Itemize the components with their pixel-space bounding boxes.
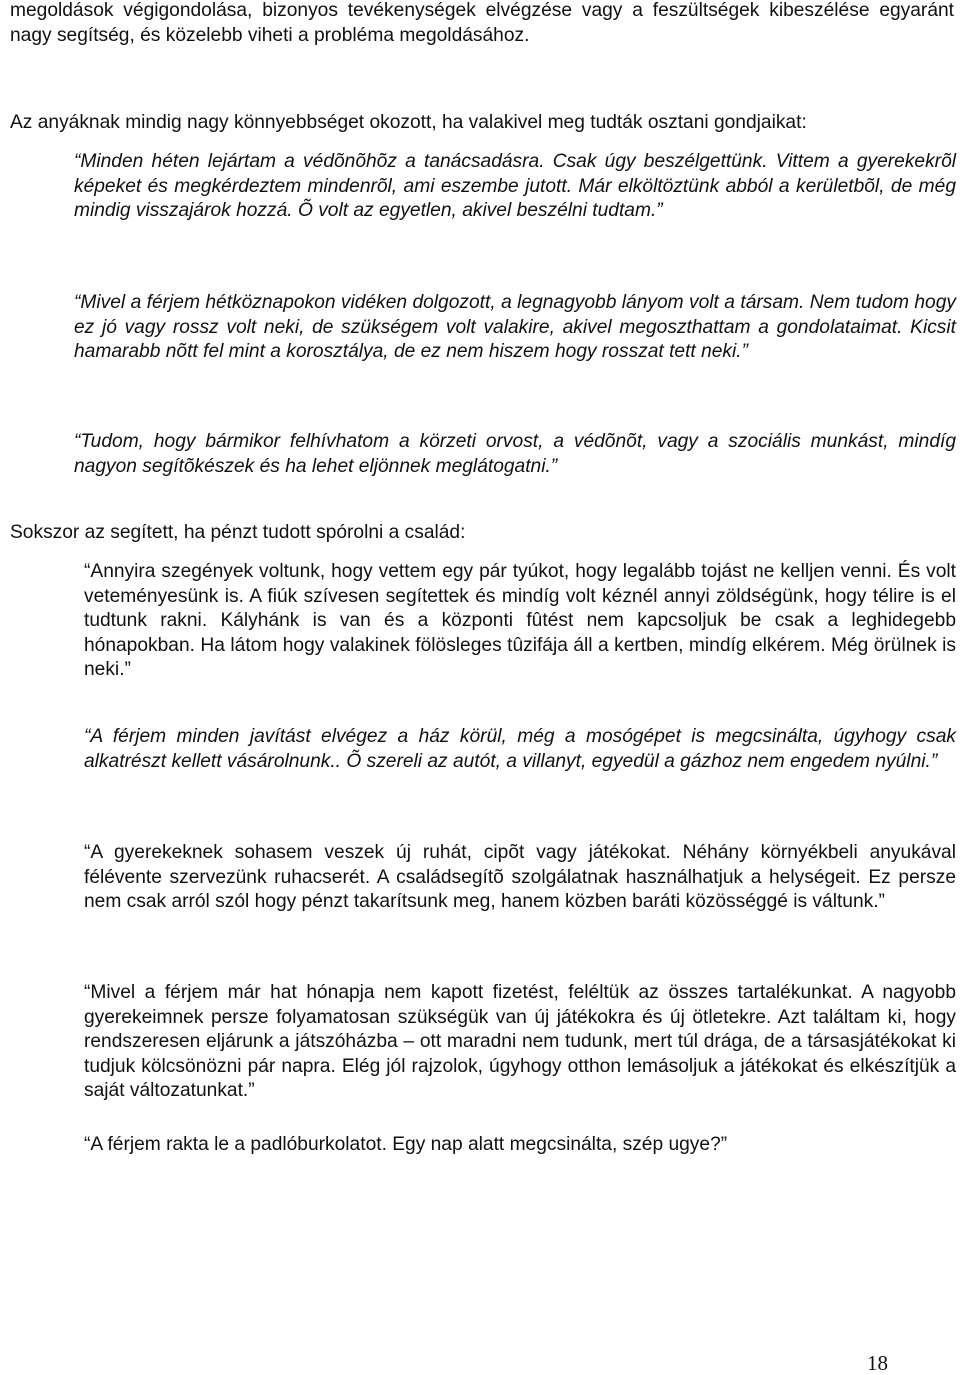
intro-paragraph: megoldások végigondolása, bizonyos tevékenységek elvégzése vagy a feszültségek kibeszélése egyaránt nagy segítség, és közelebb viheti a probléma megoldásához. [10,0,954,46]
mothers-lead-paragraph: Az anyáknak mindig nagy könnyebbséget okozott, ha valakivel meg tudták osztani gondjaikat: [10,112,807,133]
quote-doctor: “Tudom, hogy bármikor felhívhatom a körzeti orvost, a védõnõt, vagy a szociális munkást, mindíg nagyon segítõkészek és ha lehet eljönnek meglátogatni.” [74,431,956,477]
quote-clothes: “A gyerekeknek sohasem veszek új ruhát, cipõt vagy játékokat. Néhány környékbeli anyukával félévente szervezünk ruhacserét. A családsegítõ szolgálatnak használhatjuk a helységeit. Ez persze nem csak arról szól hogy pénzt takarítsunk meg, hanem közben baráti közösséggé is váltunk.” [84,842,956,912]
saving-lead-paragraph: Sokszor az segített, ha pénzt tudott spórolni a család: [10,522,466,543]
quote-chickens: “Annyira szegények voltunk, hogy vettem egy pár tyúkot, hogy legalább tojást ne kelljen venni. És volt veteményesünk is. A fiúk szívesen segítettek és mindíg volt kéznél annyi zöldségünk, hogy télire is el tudtunk rakni. Kályhánk is van és a központi fûtést nem kapcsoljuk be csak a leghidegebb hónapokban. Ha látom hogy valakinek fölösleges tûzifája áll a kertben, mindíg elkérem. Még örülnek is neki.” [84,561,956,680]
page-number: 18 [867,1351,888,1375]
quote-husband-weekdays: “Mivel a férjem hétköznapokon vidéken dolgozott, a legnagyobb lányom volt a társam. Nem tudom hogy ez jó vagy rossz volt neki, de szükségem volt valakire, akivel megoszthattam a gondolataimat. Kicsit hamarabb nõtt fel mint a korosztálya, de ez nem hiszem hogy rosszat tett neki.” [74,292,956,362]
quote-floor: “A férjem rakta le a padlóburkolatot. Egy nap alatt megcsinálta, szép ugye?” [84,1134,728,1155]
quote-repairs: “A férjem minden javítást elvégez a ház körül, még a mosógépet is megcsinálta, úgyhogy csak alkatrészt kellett vásárolnunk.. Õ szereli az autót, a villanyt, egyedül a gázhoz nem engedem nyúlni.” [84,726,956,772]
quote-toys: “Mivel a férjem már hat hónapja nem kapott fizetést, feléltük az összes tartalékunkat. A nagyobb gyerekeimnek persze folyamatosan szükségük van új játékokra és új ötletekre. Azt találtam ki, hogy rendszeresen eljárunk a játszóházba – ott maradni nem tudunk, mert túl drága, de a társasjátékokat ki tudjuk kölcsönözni pár napra. Elég jól rajzolok, úgyhogy otthon lemásoljuk a játékokat és elkészítjük a saját változatunkat.” [84,982,956,1101]
quote-visiting: “Minden héten lejártam a védõnõhõz a tanácsadásra. Csak úgy beszélgettünk. Vittem a gyerekekrõl képeket és megkérdeztem mindenrõl, ami eszembe jutott. Már elköltöztünk abból a kerületbõl, de még mindig visszajárok hozzá. Õ volt az egyetlen, akivel beszélni tudtam.” [74,151,956,221]
